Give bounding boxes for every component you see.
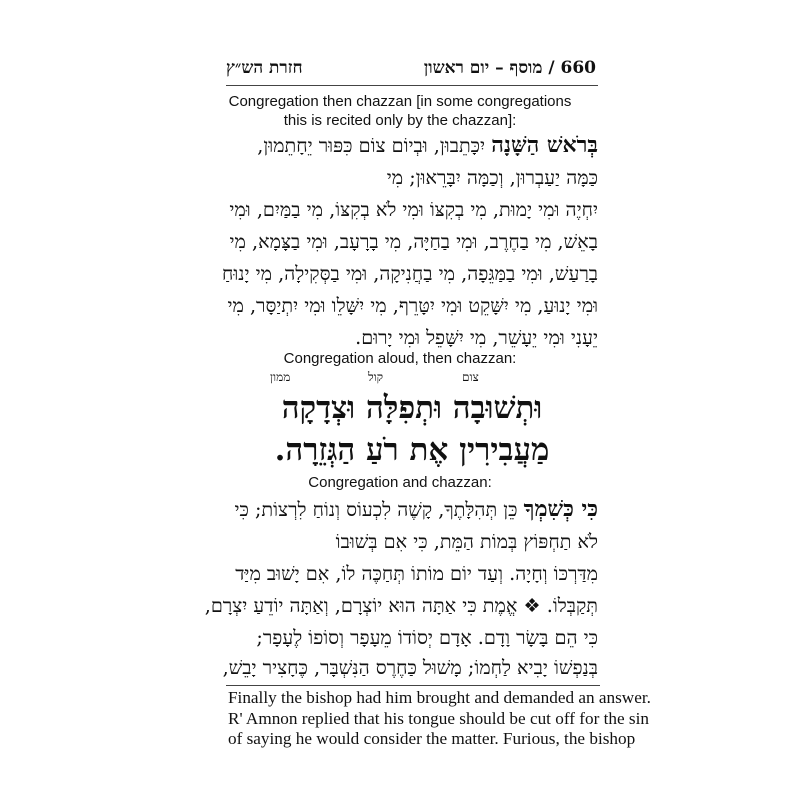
hebrew-line: כִּי כְּשִׁמְךָ כֵּן תְּהִלָּתֶךָ, קָשֶׁה לִכְעוֹס וְנוֹחַ לִרְצוֹת; כִּי	[234, 496, 598, 522]
instruction-line: this is recited only by the chazzan]:	[283, 112, 517, 129]
page-number-and-section: 660 / מוסף – יום ראשון	[423, 58, 596, 78]
hebrew-line: וּמִי יָנוּעַ, מִי יִשָּׁקֵט וּמִי יִטָּרֵף, מִי יִשָּׁלֵו וּמִי יִתְיַסָּר, מִי	[227, 294, 598, 317]
hebrew-line: מִדַּרְכּוֹ וְחָיָה. וְעַד יוֹם מוֹתוֹ תְּחַכֶּה לוֹ, אִם יָשׁוּב מִיַּד	[235, 562, 598, 585]
hebrew-line: לֹא תַחְפּוֹץ בְּמוֹת הַמֵּת, כִּי אִם בְּשׁוּבוֹ	[335, 530, 598, 553]
header-divider	[226, 85, 598, 86]
footnote-line: of saying he would consider the matter. Furious, the bishop	[228, 729, 636, 749]
hebrew-line: בָאֵשׁ, מִי בַחֶרֶב, וּמִי בַחַיָּה, מִי בָרָעָב, וּמִי בַצָּמָא, מִי	[229, 230, 598, 253]
hebrew-line: בְּרֹאשׁ הַשָּׁנָה יִכָּתֵבוּן, וּבְיוֹם צוֹם כִּפּוּר יֵחָתֵמוּן,	[257, 132, 598, 158]
instruction-congregation-then-chazzan	[160, 92, 640, 130]
label-mamon: ממון	[270, 370, 291, 384]
label-tzom: צום	[462, 370, 479, 384]
large-text-line: וּתְשׁוּבָה וּתְפִלָּה וּצְדָקָה	[281, 390, 543, 426]
running-title: חזרת הש״ץ	[226, 58, 303, 78]
opening-words: בְּרֹאשׁ הַשָּׁנָה	[491, 132, 598, 158]
hebrew-line: בְּנַפְשׁוֹ יָבִיא לַחְמוֹ; מָשׁוּל כַּחֶרֶס הַנִּשְׁבָּר, כֶּחָצִיר יָבֵשׁ,	[222, 656, 598, 679]
instruction-line: Congregation then chazzan [in some congregations	[228, 93, 572, 110]
hebrew-line: בָרַעַשׁ, וּמִי בַמַּגֵּפָה, מִי בַחֲנִיקָה, וּמִי בַסְּקִילָה, מִי יָנוּחַ	[222, 262, 598, 285]
hebrew-line: כַּמָּה יַעַבְרוּן, וְכַמָּה יִבָּרֵאוּן; מִי	[386, 166, 598, 189]
hebrew-line: יֵעָנִי וּמִי יֵעָשֵׁר, מִי יִשָּׁפֵל וּמִי יָרוּם.	[355, 326, 598, 349]
hebrew-line: תְּקַבְּלוֹ. ❖ אֱמֶת כִּי אַתָּה הוּא יוֹצְרָם, וְאַתָּה יוֹדֵעַ יִצְרָם,	[204, 594, 598, 617]
footnote-line: Finally the bishop had him brought and demanded an answer.	[228, 688, 651, 707]
instruction-congregation-and-chazzan: Congregation and chazzan:	[308, 474, 492, 491]
opening-words: כִּי כְּשִׁמְךָ	[523, 496, 598, 522]
footnote-line: R' Amnon replied that his tongue should be cut off for the sin	[228, 708, 649, 728]
label-kol: קול	[368, 370, 384, 384]
word-labels	[252, 370, 482, 388]
hebrew-line: כִּי הֵם בָּשָׂר וָדָם. אָדָם יְסוֹדוֹ מֵעָפָר וְסוֹפוֹ לֶעָפָר;	[256, 626, 598, 649]
hebrew-line: יִחְיֶה וּמִי יָמוּת, מִי בְקִצּוֹ וּמִי לֹא בְקִצּוֹ, מִי בַמַּיִם, וּמִי	[229, 198, 598, 221]
instruction-congregation-aloud: Congregation aloud, then chazzan:	[283, 350, 517, 367]
page-header	[226, 58, 596, 84]
footnote-divider	[226, 685, 600, 686]
footnote	[228, 688, 651, 750]
large-text-line: מַעֲבִירִין אֶת רֹעַ הַגְּזֵרָה.	[274, 432, 550, 468]
